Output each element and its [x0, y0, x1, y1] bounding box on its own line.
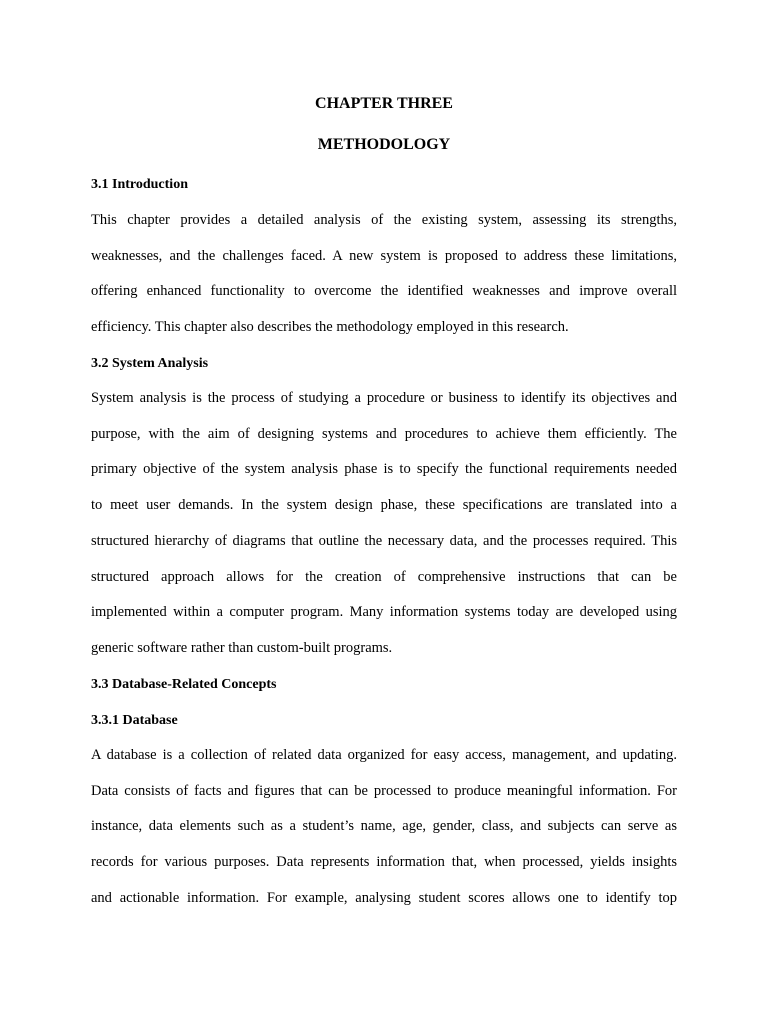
paragraph-line: A database is a collection of related data organized for easy access, management, and updating.	[91, 747, 677, 763]
paragraph-line: generic software rather than custom-built programs.	[91, 639, 393, 656]
paragraph-line: offering enhanced functionality to overcome the identified weaknesses and improve overall	[91, 283, 677, 300]
chapter-subtitle: METHODOLOGY	[317, 136, 451, 153]
paragraph-introduction	[91, 203, 677, 346]
paragraph-line: structured hierarchy of diagrams that outline the necessary data, and the processes required. This	[91, 532, 677, 549]
chapter-title: CHAPTER THREE	[315, 95, 453, 112]
paragraph-line: implemented within a computer program. Many information systems today are developed using	[91, 604, 677, 621]
section-heading-database: 3.3.1 Database	[91, 713, 178, 728]
paragraph-line: efficiency. This chapter also describes the methodology employed in this research.	[91, 319, 569, 336]
paragraph-line: Data consists of facts and figures that can be processed to produce meaningful information. For	[91, 782, 677, 799]
paragraph-line: structured approach allows for the creation of comprehensive instructions that can be	[91, 568, 677, 585]
paragraph-system-analysis	[91, 381, 677, 667]
paragraph-line: records for various purposes. Data represents information that, when processed, yields insights	[91, 854, 677, 871]
paragraph-line: and actionable information. For example, analysing student scores allows one to identify top	[91, 889, 677, 906]
paragraph-line: purpose, with the aim of designing systems and procedures to achieve them efficiently. The	[91, 425, 677, 442]
paragraph-line: System analysis is the process of studying a procedure or business to identify its objectives and	[91, 390, 677, 406]
paragraph-database	[91, 738, 677, 917]
paragraph-line: weaknesses, and the challenges faced. A new system is proposed to address these limitations,	[91, 247, 677, 264]
paragraph-line: to meet user demands. In the system design phase, these specifications are translated into a	[91, 497, 677, 514]
section-heading-database-concepts: 3.3 Database-Related Concepts	[91, 677, 277, 692]
section-heading-system-analysis: 3.2 System Analysis	[91, 356, 209, 371]
paragraph-line: primary objective of the system analysis phase is to specify the functional requirements needed	[91, 461, 677, 478]
section-heading-introduction: 3.1 Introduction	[91, 177, 188, 192]
paragraph-line: This chapter provides a detailed analysis of the existing system, assessing its strengths,	[91, 212, 677, 228]
paragraph-line: instance, data elements such as a student’s name, age, gender, class, and subjects can serve as	[91, 818, 677, 835]
